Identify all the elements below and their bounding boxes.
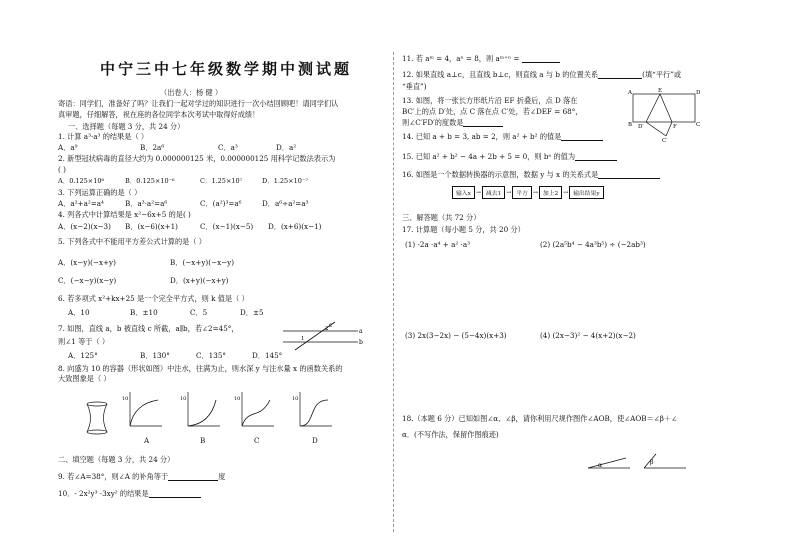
angle-1-label: 1 (301, 336, 305, 342)
q7-line-1: 7. 如图，直线 a，b 被直线 c 所截，a∥b，若∠2=45°， (58, 324, 239, 333)
container-figure (86, 402, 108, 434)
q1-option-a: A．a⁹ (58, 143, 78, 152)
q17-part-2: (2) (2a⁵b⁴ − 4a³b⁵) ÷ (−2ab³) (540, 240, 646, 249)
q4-option-d: D．(x+6)(x−1) (268, 222, 322, 231)
graph-b-y10: 10 (180, 396, 187, 402)
label-e: E (658, 88, 663, 94)
q2-option-b: B．0.125×10⁻⁶ (125, 177, 175, 185)
q15-text (402, 152, 617, 161)
parallel-lines-figure (283, 322, 363, 352)
section3-heading: 三、解答题（共 72 分） (402, 213, 481, 222)
section2-heading: 二、填空题（每题 3 分，共 24 分） (58, 455, 175, 464)
q5-text: 5. 下列各式中不能用平方差公式计算的是（ ） (58, 237, 206, 246)
graph-b (180, 392, 222, 428)
q2-option-d: D．1.25×10⁻⁷ (262, 177, 308, 185)
q10-answer-blank[interactable] (149, 490, 201, 498)
q13-line-3 (402, 118, 503, 127)
flow-box-output: 输出结果y (569, 186, 603, 199)
q12-text (402, 70, 681, 79)
flow-box-add: 加上2 (539, 186, 562, 199)
flow-box-subtract: 减去1 (482, 186, 505, 199)
q5-option-b: B．(−x+y)(−x−y) (170, 258, 235, 267)
q17-part-3: (3) 2x(3−2x) − (5−4x)(x+3) (405, 331, 507, 340)
q3-text: 3. 下列运算正确的是（ ） (58, 188, 142, 197)
q13-answer-blank[interactable] (463, 119, 503, 127)
q1-text: 1. 计算 a³·a³ 的结果是（ ） (58, 132, 149, 141)
q16-text (402, 170, 660, 179)
q7-option-a: A．125° (68, 351, 98, 360)
label-d-prime: D′ (638, 124, 644, 130)
flow-box-input: 输入x (452, 186, 475, 199)
q6-option-b: B．±10 (130, 308, 158, 317)
q17-part-1: (1) -2a ·a⁴ + a² ·a³ (405, 240, 470, 249)
q11-question: 11. 若 aᵐ = 4，aⁿ = 8，则 aᵐ⁺ⁿ = (402, 54, 520, 63)
label-f: F (673, 124, 677, 130)
q17-text: 17. 计算题（每小题 5 分，共 20 分） (402, 225, 525, 234)
q8-line-1: 8. 向盛为 10 的容器（形状如图）中注水，往满为止，则水深 y 与注水量 x 的函数关系的 (58, 364, 343, 373)
graph-label-a: A (144, 436, 150, 445)
data-converter-flow (452, 186, 604, 199)
graph-label-b: B (200, 436, 206, 445)
graph-label-c: C (254, 436, 260, 445)
graph-c (234, 392, 276, 428)
section1-heading: 一、选择题（每题 3 分，共 24 分） (68, 122, 185, 131)
author-line: （出卷人：杨 健 ） (160, 88, 223, 97)
q4-option-c: C．(x−1)(x−5) (200, 222, 254, 231)
q6-text: 6. 若多项式 x²+kx+25 是一个完全平方式，则 k 值是（ ） (58, 294, 249, 303)
q3-option-d: D．a⁶÷a²=a³ (262, 199, 309, 208)
graph-a-y10: 10 (122, 396, 129, 402)
q2-line-2: ( ) (58, 165, 66, 174)
q6-option-c: C．5 (190, 308, 208, 317)
q4-option-b: B．(x−6)(x+1) (125, 222, 178, 231)
q18-line-2: α．(不写作法，保留作图痕迹) (402, 430, 499, 439)
q3-option-a: A．a²+a²=a⁴ (58, 199, 104, 208)
q9-unit: 度 (218, 472, 226, 481)
arrow-icon: → (506, 189, 512, 196)
q4-option-a: A．(x−2)(x−3) (58, 222, 111, 231)
q3-option-b: B．a³·a²=a⁶ (125, 199, 168, 208)
q6-option-d: D．±5 (240, 308, 264, 317)
beta-label: β (650, 459, 654, 466)
q16-question: 16. 如图是一个数据转换器的示意图，数据 y 与 x 的关系式是 (402, 170, 599, 179)
exam-title: 中宁三中七年级数学期中测试题 (100, 60, 353, 78)
q10-text (58, 489, 201, 498)
q4-text: 4. 列各式中计算结果是 x²−6x+5 的是( ) (58, 210, 191, 219)
line-c-label: c (329, 322, 333, 329)
q8-line-2: 大致图象是（ ） (58, 374, 111, 383)
graph-a (122, 392, 164, 428)
graph-label-d: D (312, 436, 318, 445)
greeting-line-1: 寄语：同学们，准备好了吗？让我们一起对学过的知识进行一次小结回顾吧！请同学们认 (58, 99, 339, 108)
q1-option-b: B．2a⁶ (140, 143, 165, 152)
q7-line-2: 则∠1 等于（ ） (58, 337, 110, 346)
arrow-icon: → (475, 189, 481, 196)
folded-rectangle-figure (628, 90, 708, 142)
q2-line-1: 2. 新型冠状病毒的直径大约为 0.000000125 米，0.000000125 用科学记数法表示为 (58, 154, 336, 163)
arrow-icon: → (563, 189, 569, 196)
q12-question: 12. 如果直线 a⊥c，且直线 b⊥c，则直线 a 与 b 的位置关系 (402, 70, 599, 79)
greeting-line-2: 真审题，仔细解答，祝在座的各位同学本次考试中取得好成绩！ (58, 110, 260, 119)
flow-box-square: 平方 (512, 186, 532, 199)
q9-answer-blank[interactable] (168, 473, 218, 481)
q2-option-a: A．0.125×10⁶ (58, 177, 105, 185)
q9-question: 9. 若∠A=38°，则∠A 的补角等于 (58, 472, 169, 481)
q14-answer-blank[interactable] (561, 133, 603, 141)
q12-hint-2: “垂直”) (402, 82, 427, 91)
column-divider (393, 52, 394, 532)
graph-d (292, 392, 334, 428)
label-c: C (696, 122, 701, 128)
q14-question: 14. 已知 a + b = 3, ab = 2，则 a² + b² 的值是 (402, 132, 562, 141)
line-a-label: a (359, 328, 363, 335)
alpha-label: α (598, 462, 603, 469)
q15-answer-blank[interactable] (575, 153, 617, 161)
q12-answer-blank[interactable] (598, 71, 642, 79)
arrow-icon: → (532, 189, 538, 196)
q10-question: 10．- 2x²y³ ·3xy² 的结果是 (58, 489, 149, 498)
q7-option-d: D．145° (252, 351, 283, 360)
angle-alpha-figure (588, 456, 632, 470)
q13-line-2: BC′上的点 D′处，点 C 落在点 C′处，若∠DEF = 68°， (402, 107, 583, 116)
angle-beta-figure (644, 454, 688, 470)
q13-question: 则∠C′FD′的度数是 (402, 118, 464, 127)
q15-question: 15. 已知 a² + b² − 4a + 2b + 5 = 0，则 bᵃ 的值为 (402, 152, 576, 161)
line-b-label: b (359, 339, 363, 346)
q12-hint: (填“平行”或 (642, 70, 682, 79)
label-a: A (628, 90, 632, 96)
graph-c-y10: 10 (234, 396, 241, 402)
graph-d-y10: 10 (292, 396, 299, 402)
q18-line-1: 18.（本题 6 分）已知如图∠α、∠β，请你利用尺规作图作∠AOB，使∠AOB＝∠β＋∠ (402, 414, 678, 423)
label-c-prime: C′ (662, 138, 668, 144)
q2-option-c: C．1.25×10⁷ (200, 177, 243, 185)
q14-text (402, 132, 603, 141)
q5-option-d: D．(x+y)(−x+y) (170, 276, 229, 285)
q13-line-1: 13. 如图，将一张长方形纸片沿 EF 折叠后，点 D 落在 (402, 96, 578, 105)
q11-answer-blank[interactable] (522, 55, 560, 63)
q17-part-4: (4) (2x−3)² − 4(x+2)(x−2) (540, 331, 636, 340)
q16-answer-blank[interactable] (598, 171, 660, 179)
q9-text (58, 472, 225, 481)
q7-option-c: C．135° (196, 351, 226, 360)
q5-option-a: A．(x−y)(−x+y) (58, 258, 116, 267)
q1-option-d: D．a² (276, 143, 297, 152)
q1-option-c: C．a³ (218, 143, 238, 152)
angle-2-label: 2 (325, 326, 329, 332)
label-d: D (696, 90, 701, 96)
label-b: B (628, 122, 633, 128)
q5-option-c: C．(−x−y)(x−y) (58, 276, 117, 285)
q11-text (402, 54, 560, 63)
q7-option-b: B．130° (140, 351, 170, 360)
q3-option-c: C．(a²)³=a⁶ (200, 199, 242, 208)
q6-option-a: A．10 (68, 308, 90, 317)
